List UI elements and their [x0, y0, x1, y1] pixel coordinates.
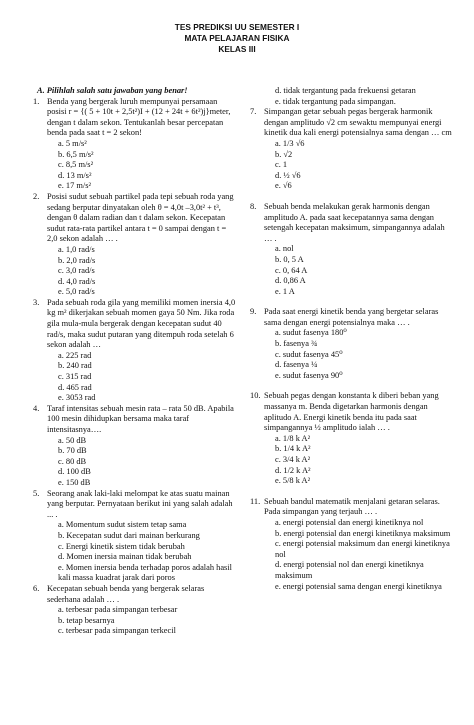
question-block — [250, 307, 455, 381]
question-text: Simpangan getar sebuah pegas bergerak harmonik dengan amplitudo √2 cm sewaktu mempunyai energi kinetik dua kali energi potensialnya sama dengan … cm — [264, 107, 452, 138]
question-block — [33, 97, 238, 192]
answer-option: e. energi potensial sama dengan energi kinetiknya — [275, 581, 442, 591]
answer-options — [33, 605, 238, 637]
answer-option: d. 4,0 rad/s — [58, 276, 96, 286]
header-subject: MATA PELAJARAN FISIKA — [184, 33, 290, 43]
answer-option: b. energi potensial dan energi kinetiknya maksimum — [275, 528, 451, 538]
answer-option: d. ½ √6 — [275, 170, 301, 180]
answer-options — [250, 328, 455, 381]
question-number: 7. — [250, 107, 257, 117]
question-text: Kecepatan sebuah benda yang bergerak selaras sederhana adalah … . — [47, 583, 205, 604]
question — [33, 192, 238, 245]
question — [33, 97, 238, 139]
question-text: Pada sebuah roda gila yang memiliki momen inersia 4,0 kg m² dikerjakan sebuah momen gaya 50 Nm. Jika roda gila mula-mula bergerak dengan kecepatan sudut 40 rad/s, maka sudut putaran yang ditempuh roda setelah 6 sekon adalah … — [47, 297, 236, 350]
answer-option: a. 50 dB — [58, 435, 87, 445]
answer-option: d. 0,86 A — [275, 276, 306, 286]
answer-option: c. 80 dB — [58, 456, 87, 466]
answer-option: e. 150 dB — [58, 477, 91, 487]
question-text: Sebuah bandul matematik menjalani getaran selaras. Pada simpangan yang terjauh … . — [264, 496, 440, 517]
answer-option: e. √6 — [275, 181, 292, 191]
answer-option: e. sudut fasenya 90⁰ — [275, 370, 343, 380]
answer-options — [33, 139, 238, 192]
answer-option: d. tidak tergantung pada frekuensi getaran — [275, 86, 416, 95]
question-text: Sebuah benda melakukan gerak harmonis dengan amplitudo A. pada saat kecepatannya sama dengan setengah kecepatan maksimum, simpangannya adalah … . — [264, 201, 445, 243]
answer-option: d. energi potensial nol dan energi kinetiknya maksimum — [275, 560, 424, 580]
question-block — [250, 86, 455, 107]
right-column — [250, 86, 455, 592]
answer-options — [33, 436, 238, 489]
answer-option: e. 17 m/s² — [58, 181, 91, 191]
answer-option: a. 1,0 rad/s — [58, 244, 95, 254]
answer-option: c. 3,0 rad/s — [58, 266, 95, 276]
right-question-list — [250, 86, 455, 592]
answer-options — [250, 518, 455, 592]
section-title: A. Pilihlah salah satu jawaban yang benar! — [37, 86, 188, 95]
answer-options — [250, 86, 455, 107]
answer-option: c. 8,5 m/s² — [58, 160, 94, 170]
answer-option: a. 5 m/s² — [58, 138, 87, 148]
answer-option: b. 240 rad — [58, 361, 92, 371]
answer-options — [250, 434, 455, 487]
question — [250, 497, 455, 518]
answer-option: d. 1/2 k A² — [275, 465, 311, 475]
question-text: Pada saat energi kinetik benda yang bergetar selaras sama dengan energi potensialnya maka … . — [264, 307, 439, 327]
left-column — [33, 86, 238, 637]
question-text: Sebuah pegas dengan konstanta k diberi beban yang massanya m. Benda digetarkan harmonis dengan aplitudo A. Energi kinetik benda itu pada saat simpangannya ½ amplitudo ialah … . — [264, 391, 439, 433]
answer-option: a. nol — [275, 244, 294, 254]
answer-options — [250, 139, 455, 192]
question — [33, 404, 238, 436]
question-block — [33, 489, 238, 584]
question-number: 8. — [250, 201, 257, 211]
answer-option: b. 2,0 rad/s — [58, 255, 96, 265]
answer-option: b. 6,5 m/s² — [58, 149, 94, 159]
question — [33, 584, 238, 605]
question — [250, 107, 455, 139]
answer-option: c. sudut fasenya 45⁰ — [275, 349, 343, 359]
question-text: Taraf intensitas sebuah mesin rata – rata 50 dB. Apabila 100 mesin dihidupkan bersama maka taraf intensitasnya…. — [47, 403, 234, 434]
answer-option: a. sudut fasenya 180⁰ — [275, 328, 347, 338]
question-number: 2. — [33, 191, 40, 201]
answer-option: d. Momen inersia mainan tidak berubah — [58, 552, 192, 562]
question — [250, 307, 455, 328]
answer-options — [33, 245, 238, 298]
answer-option: b. 1/4 k A² — [275, 444, 311, 454]
answer-option: a. 225 rad — [58, 350, 92, 360]
question-number: 5. — [33, 488, 40, 498]
header-title: TES PREDIKSI UU SEMESTER I — [174, 22, 300, 32]
document-header — [0, 22, 474, 55]
question-number: 10. — [250, 391, 261, 401]
answer-option: d. 13 m/s² — [58, 170, 92, 180]
answer-option: e. Momen inersia benda terhadap poros adalah hasil kali massa kuadrat jarak dari poros — [58, 562, 232, 583]
answer-option: e. 1 A — [275, 286, 295, 296]
answer-option: d. fasenya ¼ — [275, 360, 318, 370]
question-number: 3. — [33, 297, 40, 307]
answer-option: e. 5,0 rad/s — [58, 287, 95, 297]
answer-option: c. 0, 64 A — [275, 265, 308, 275]
question-block — [250, 202, 455, 297]
answer-option: b. Kecepatan sudut dari mainan berkurang — [58, 530, 200, 540]
question-text: Posisi sudut sebuah partikel pada tepi sebuah roda yang sedang berputar dinyatakan oleh θ = 4,0t –3,0t² + t³, dengan θ dalam radian dan t dalam sekon. Kecepatan sudut rata-rata partikel antara t = 0 sampai dengan t = 2,0 sekon adalah … . — [47, 191, 234, 244]
answer-option: c. 315 rad — [58, 372, 92, 382]
answer-option: c. Energi kinetik sistem tidak berubah — [58, 541, 185, 551]
answer-option: e. 3053 rad — [58, 393, 96, 403]
answer-options — [250, 244, 455, 297]
answer-option: b. tetap besarnya — [58, 615, 115, 625]
question-number: 1. — [33, 96, 40, 106]
question-block — [250, 391, 455, 486]
answer-option: b. 0, 5 A — [275, 254, 304, 264]
answer-option: a. energi potensial dan energi kinetiknya nol — [275, 517, 424, 527]
question — [33, 298, 238, 351]
answer-option: c. 1 — [275, 160, 288, 170]
question — [250, 391, 455, 433]
answer-options — [33, 520, 238, 584]
header-class: KELAS III — [218, 44, 256, 54]
question — [33, 489, 238, 521]
question — [250, 202, 455, 244]
answer-option: a. 1/3 √6 — [275, 138, 305, 148]
left-question-list — [33, 97, 238, 637]
question-block — [250, 497, 455, 592]
question-number: 4. — [33, 403, 40, 413]
question-block — [250, 107, 455, 192]
question-number: 9. — [250, 307, 257, 317]
answer-option: c. energi potensial maksimum dan energi kinetiknya nol — [275, 539, 450, 559]
question-number: 11. — [250, 496, 261, 506]
answer-option: c. 3/4 k A² — [275, 455, 311, 464]
question-block — [33, 404, 238, 489]
question-block — [33, 584, 238, 637]
answer-option: d. 465 rad — [58, 382, 92, 392]
answer-option: e. 5/8 k A² — [275, 476, 311, 486]
answer-option: a. Momentum sudut sistem tetap sama — [58, 520, 187, 530]
question-block — [33, 298, 238, 404]
answer-option: b. 70 dB — [58, 446, 87, 456]
answer-option: c. terbesar pada simpangan terkecil — [58, 626, 176, 636]
answer-option: e. tidak tergantung pada simpangan. — [275, 96, 396, 106]
answer-option: a. terbesar pada simpangan terbesar — [58, 605, 178, 615]
question-text: Benda yang bergerak luruh mempunyai persamaan posisi r = {( 5 + 10t + 2,5t²)I + (12 + 24t + 6t²)j}meter, dengan t dalam sekon. Tentukanlah besar percepatan benda pada saat t = 2 sekon! — [47, 96, 231, 138]
answer-option: b. fasenya ¾ — [275, 339, 318, 349]
question-number: 6. — [33, 583, 40, 593]
question-text: Seorang anak laki-laki melompat ke atas suatu mainan yang berputar. Pernyataan berikut ini yang salah adalah ... . — [47, 488, 233, 519]
question-block — [33, 192, 238, 298]
answer-options — [33, 351, 238, 404]
answer-option: b. √2 — [275, 149, 293, 159]
answer-option: d. 100 dB — [58, 467, 91, 477]
answer-option: a. 1/8 k A² — [275, 433, 311, 443]
